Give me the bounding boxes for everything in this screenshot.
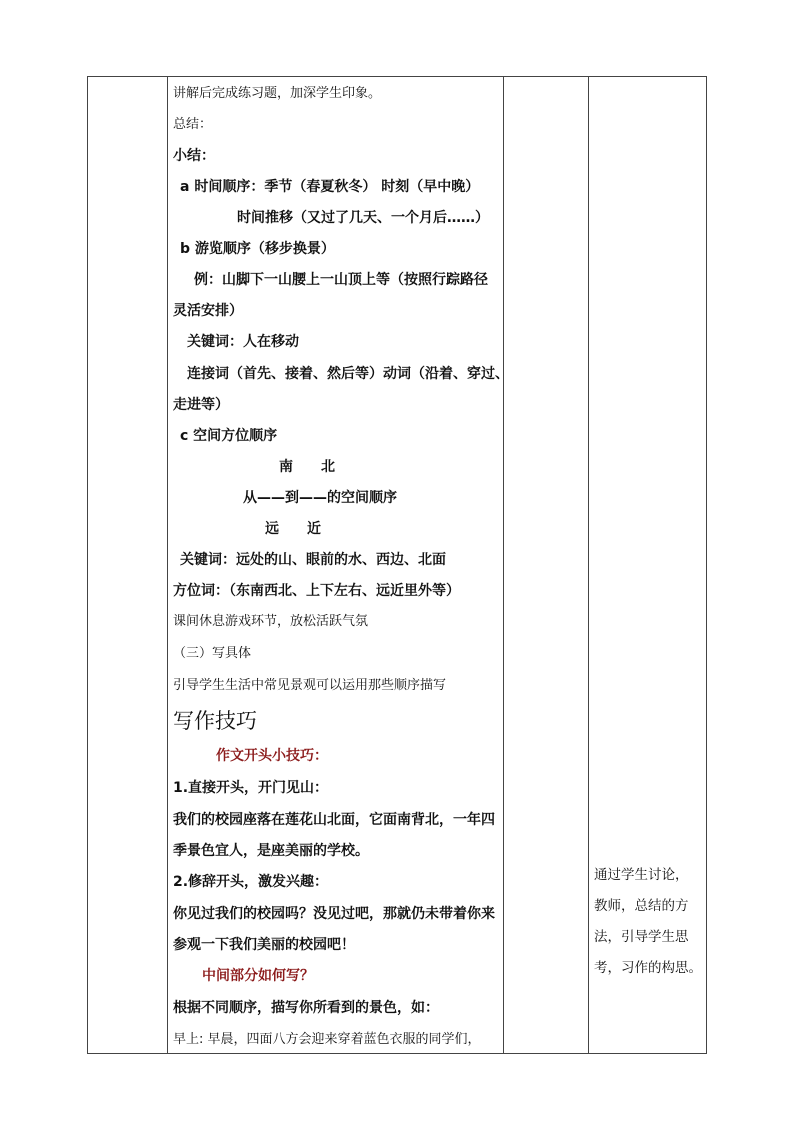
column-divider-1 [167, 77, 168, 1053]
text-line: 季景色宜人，是座美丽的学校。 [173, 843, 369, 859]
section-heading: 写作技巧 [173, 709, 257, 733]
text-line: 考，习作的构思。 [594, 960, 702, 976]
text-line: 时间推移（又过了几天、一个月后……） [237, 210, 489, 226]
column-divider-3 [588, 77, 589, 1053]
text-line: 方位词：（东南西北、上下左右、远近里外等） [173, 583, 460, 599]
text-line: 早上: 早晨，四面八方会迎来穿着蓝色衣服的同学们， [173, 1032, 481, 1047]
direction-south: 南 [279, 459, 293, 475]
text-line: 总结： [173, 117, 213, 132]
text-line: 从——到——的空间顺序 [243, 490, 397, 506]
text-line: 引导学生生活中常见景观可以运用那些顺序描写 [173, 678, 447, 693]
text-line: 法，引导学生思 [594, 929, 689, 945]
subheading: 中间部分如何写？ [202, 968, 314, 984]
text-line: 你见过我们的校园吗？没见过吧，那就仍未带着你来 [173, 906, 495, 922]
text-line: 根据不同顺序，描写你所看到的景色，如： [173, 1000, 439, 1016]
text-line: a 时间顺序：季节（春夏秋冬） 时刻（早中晚） [180, 179, 480, 195]
text-line: 2.修辞开头，激发兴趣： [173, 874, 329, 890]
direction-near: 近 [307, 521, 321, 537]
text-line: （三）写具体 [173, 646, 252, 661]
text-line: 参观一下我们美丽的校园吧！ [173, 937, 355, 953]
text-line: 关键词：人在移动 [187, 334, 299, 350]
text-line: b 游览顺序（移步换景） [180, 241, 335, 257]
text-line: 连接词（首先、接着、然后等）动词（沿着、穿过、 [187, 366, 509, 382]
text-line: 讲解后完成练习题，加深学生印象。 [173, 86, 382, 101]
text-line: 1.直接开头，开门见山： [173, 780, 329, 796]
text-line: 通过学生讨论， [594, 867, 689, 883]
text-line: 教师，总结的方 [594, 898, 689, 914]
text-line: 灵活安排） [173, 303, 243, 319]
text-line: 小结： [173, 148, 215, 164]
text-line: 课间休息游戏环节，放松活跃气氛 [173, 614, 369, 629]
text-line: c 空间方位顺序 [180, 428, 278, 444]
column-divider-2 [503, 77, 504, 1053]
text-line: 走进等） [173, 397, 229, 413]
text-line: 例：山脚下一山腰上一山顶上等（按照行踪路径 [194, 272, 488, 288]
text-line: 我们的校园座落在莲花山北面，它面南背北，一年四 [173, 812, 495, 828]
direction-north: 北 [321, 459, 335, 475]
design-intent-cell [594, 860, 706, 984]
direction-far: 远 [265, 521, 279, 537]
subheading: 作文开头小技巧： [216, 748, 328, 764]
text-line: 关键词：远处的山、眼前的水、西边、北面 [180, 552, 446, 568]
